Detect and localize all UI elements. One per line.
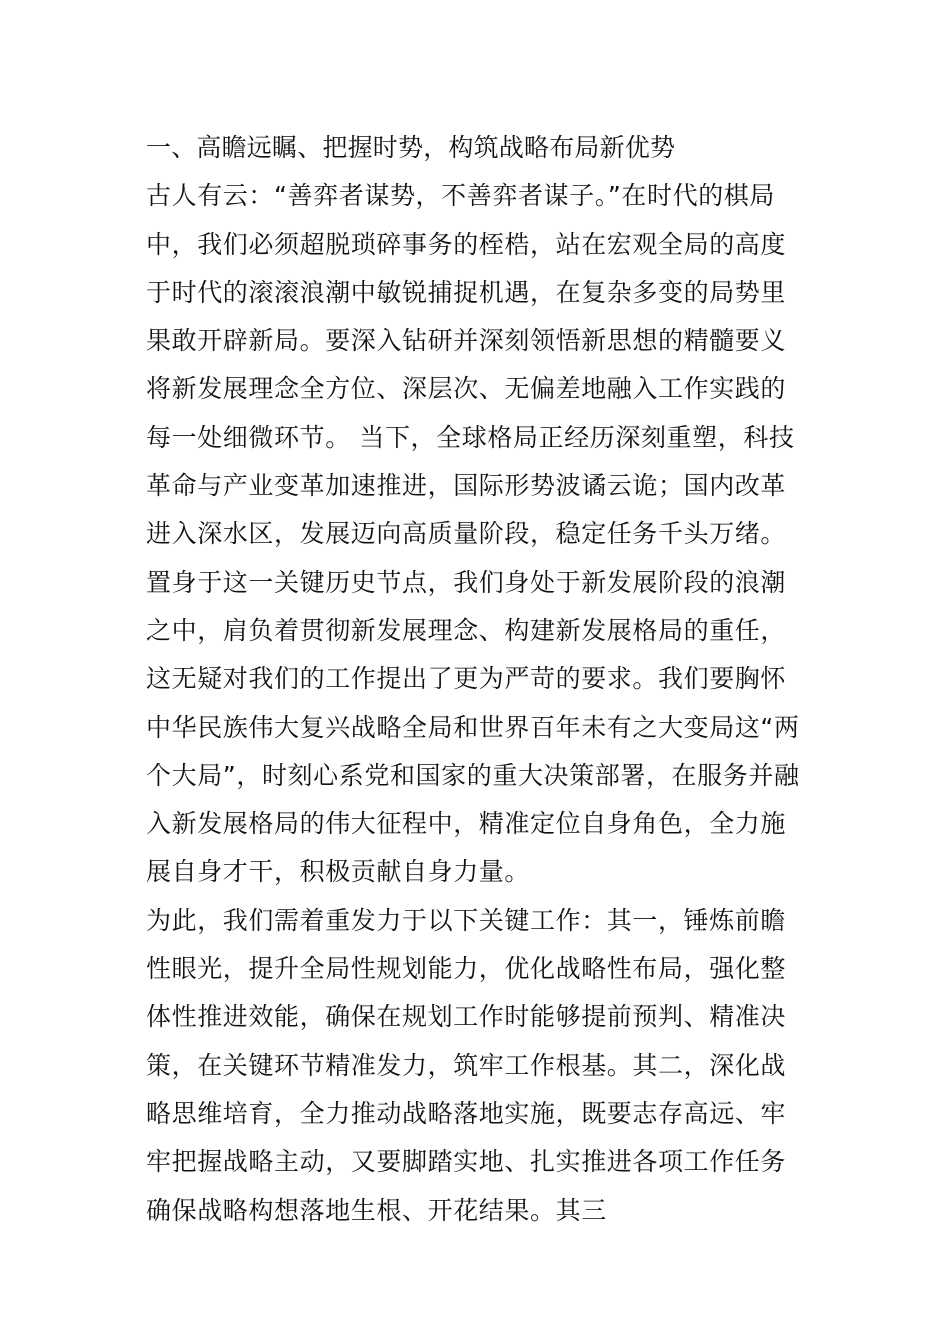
text-line: 牢把握战略主动，又要脚踏实地、扎实推进各项工作任务 — [146, 1147, 787, 1177]
text-line: 每一处细微环节。 当下，全球格局正经历深刻重塑，科技 — [146, 422, 795, 452]
text-line: 之中，肩负着贯彻新发展理念、构建新发展格局的重任， — [146, 615, 787, 645]
text-line: 果敢开辟新局。要深入钻研并深刻领悟新思想的精髓要义 — [146, 326, 787, 356]
text-line: 展自身才干，积极贡献自身力量。 — [146, 857, 531, 887]
text-line: 置身于这一关键历史节点，我们身处于新发展阶段的浪潮 — [146, 567, 787, 597]
section-heading: 一、高瞻远瞩、把握时势，构筑战略布局新优势 — [146, 133, 676, 162]
text-line: 策，在关键环节精准发力，筑牢工作根基。其二，深化战 — [146, 1050, 787, 1080]
text-line: 性眼光，提升全局性规划能力，优化战略性布局，强化整 — [146, 954, 787, 984]
text-line: 于时代的滚滚浪潮中敏锐捕捉机遇，在复杂多变的局势里 — [146, 277, 787, 307]
text-line: 进入深水区，发展迈向高质量阶段，稳定任务千头万绪。 — [146, 519, 787, 549]
text-line: 个大局”，时刻心系党和国家的重大决策部署，在服务并融 — [146, 760, 800, 790]
text-line: 确保战略构想落地生根、开花结果。其三 — [146, 1195, 607, 1225]
text-line: 这无疑对我们的工作提出了更为严苛的要求。我们要胸怀 — [146, 664, 787, 694]
text-line: 中华民族伟大复兴战略全局和世界百年未有之大变局这“两 — [146, 712, 800, 742]
text-line: 略思维培育，全力推动战略落地实施，既要志存高远、牢 — [146, 1098, 787, 1128]
document-body — [146, 124, 816, 1235]
text-line: 古人有云：“善弈者谋势，不善弈者谋子。”在时代的棋局 — [146, 181, 776, 211]
text-line: 革命与产业变革加速推进，国际形势波谲云诡；国内改革 — [146, 471, 787, 501]
text-line: 将新发展理念全方位、深层次、无偏差地融入工作实践的 — [146, 374, 787, 404]
text-line: 体性推进效能，确保在规划工作时能够提前预判、精准决 — [146, 1002, 787, 1032]
text-line: 入新发展格局的伟大征程中，精准定位自身角色，全力施 — [146, 809, 787, 839]
text-line: 中，我们必须超脱琐碎事务的桎梏，站在宏观全局的高度 — [146, 229, 787, 259]
text-line: 为此，我们需着重发力于以下关键工作：其一，锤炼前瞻 — [146, 905, 787, 935]
